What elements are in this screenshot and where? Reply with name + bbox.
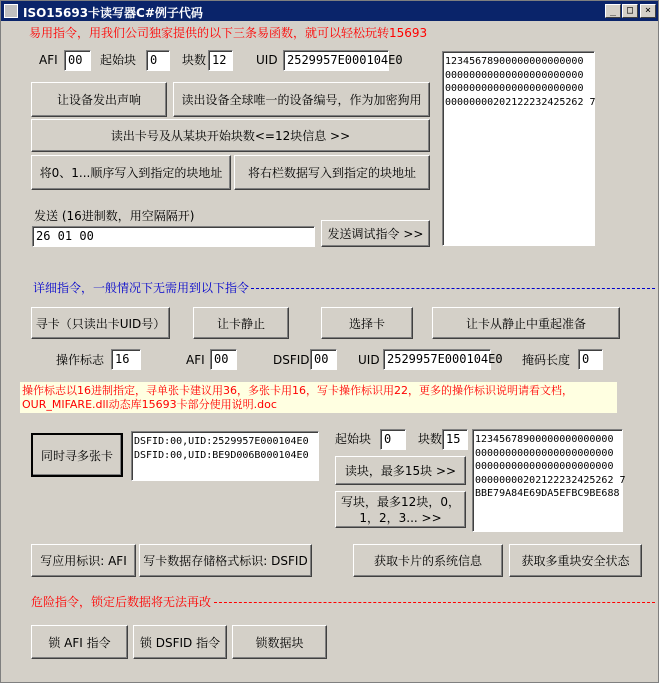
write-sequence-button[interactable]: 将0、1...顺序写入到指定的块地址	[31, 155, 231, 190]
start-block-label: 起始块	[100, 53, 137, 67]
system-info-button[interactable]: 获取卡片的系统信息	[353, 544, 503, 577]
detail-afi-input[interactable]: 00	[210, 349, 237, 370]
write-dsfid-button[interactable]: 写卡数据存储格式标识: DSFID	[139, 544, 312, 577]
detail-start-block-input[interactable]: 0	[380, 429, 406, 450]
detail-heading: 详细指令，一般情况下无需用到以下指令	[33, 281, 250, 295]
cards-list-box[interactable]: DSFID:00,UID:2529957E000104E0 DSFID:00,UID:BE9D006B000104E0	[131, 431, 319, 481]
detail-afi-label: AFI	[186, 353, 205, 367]
write-right-data-button[interactable]: 将右栏数据写入到指定的块地址	[234, 155, 430, 190]
uid-label: UID	[256, 53, 278, 67]
detail-block-count-label: 块数	[418, 432, 443, 446]
block-data-box[interactable]: 12345678900000000000000 00000000000000000000000 00000000000000000000000 00000000202122232425262 7 BBE79A84E69DA5EFBC9BE688	[472, 429, 623, 532]
send-input[interactable]: 26 01 00	[32, 226, 315, 247]
write-afi-button[interactable]: 写应用标识: AFI	[31, 544, 136, 577]
afi-input[interactable]: 00	[64, 50, 91, 71]
inventory-button[interactable]: 寻卡（只读出卡UID号）	[31, 307, 170, 339]
lock-afi-button[interactable]: 锁 AFI 指令	[31, 625, 128, 659]
afi-label: AFI	[39, 53, 58, 67]
detail-block-count-input[interactable]: 15	[442, 429, 468, 450]
start-block-input[interactable]: 0	[146, 50, 170, 71]
title-bar	[1, 1, 658, 21]
op-flag-note	[20, 382, 617, 413]
danger-divider	[214, 602, 655, 603]
beep-button[interactable]: 让设备发出声响	[31, 82, 167, 117]
multi-block-security-button[interactable]: 获取多重块安全状态	[509, 544, 642, 577]
detail-uid-label: UID	[358, 353, 380, 367]
detail-start-block-label: 起始块	[335, 432, 372, 446]
close-button[interactable]: ×	[640, 4, 656, 18]
lock-dsfid-button[interactable]: 锁 DSFID 指令	[133, 625, 227, 659]
dsfid-label: DSFID	[273, 353, 310, 367]
detail-uid-input[interactable]: 2529957E000104E0	[383, 349, 491, 370]
mask-length-input[interactable]: 0	[578, 349, 603, 370]
send-debug-button[interactable]: 发送调试指令 >>	[321, 220, 430, 247]
multi-inventory-button[interactable]: 同时寻多张卡	[31, 433, 123, 477]
lock-block-button[interactable]: 锁数据块	[232, 625, 327, 659]
block-count-input[interactable]: 12	[208, 50, 233, 71]
stay-quiet-button[interactable]: 让卡静止	[193, 307, 289, 339]
op-flag-note-line2: OUR_MIFARE.dll动态库15693卡部分使用说明.doc	[22, 398, 277, 411]
op-flag-label: 操作标志	[56, 353, 105, 367]
write-blocks-button[interactable]: 写块，最多12块，0，1，2，3... >>	[335, 491, 466, 528]
select-card-button[interactable]: 选择卡	[321, 307, 413, 339]
read-blocks-button[interactable]: 读块，最多15块 >>	[335, 456, 466, 485]
read-data-box[interactable]: 12345678900000000000000 00000000000000000000000 00000000000000000000000 00000000202122232425262 7	[442, 51, 595, 246]
send-label: 发送 (16进制数，用空隔隔开)	[34, 209, 195, 223]
device-id-button[interactable]: 读出设备全球唯一的设备编号，作为加密狗用	[173, 82, 430, 117]
op-flag-note-line1: 操作标志以16进制指定，寻单张卡建议用36，多张卡用16，写卡操作标识用22，更多的操作标识说明请看文档，	[22, 384, 573, 397]
intro-text: 易用指令，用我们公司独家提供的以下三条易函数，就可以轻松玩转15693	[29, 26, 428, 40]
uid-input[interactable]: 2529957E000104E0	[283, 50, 389, 71]
danger-heading: 危险指令，锁定后数据将无法再改	[31, 595, 212, 609]
read-info-button[interactable]: 读出卡号及从某块开始块数<=12块信息 >>	[31, 119, 430, 152]
block-count-label: 块数	[182, 53, 207, 67]
reset-to-ready-button[interactable]: 让卡从静止中重起准备	[432, 307, 620, 339]
op-flag-input[interactable]: 16	[111, 349, 141, 370]
app-icon	[4, 4, 18, 18]
minimize-button[interactable]: _	[605, 4, 621, 18]
detail-divider	[251, 288, 655, 289]
window-title: ISO15693卡读写器C#例子代码	[23, 6, 203, 20]
mask-length-label: 掩码长度	[522, 353, 571, 367]
maximize-button[interactable]: □	[622, 4, 638, 18]
dsfid-input[interactable]: 00	[310, 349, 337, 370]
